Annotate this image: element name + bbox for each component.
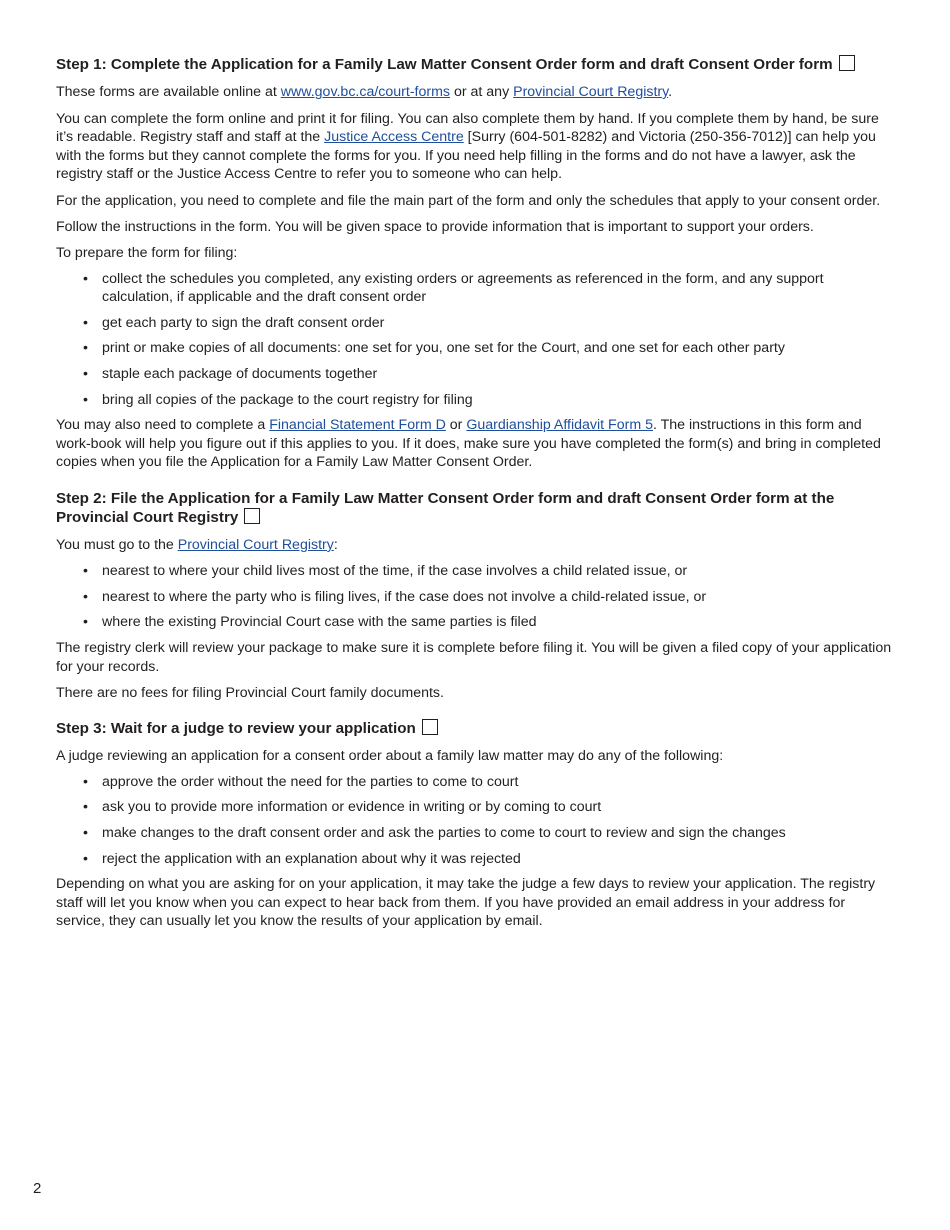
provincial-court-registry-link-2[interactable]: Provincial Court Registry [177, 536, 334, 553]
list-item: • nearest to where the party who is filing lives, if the case does not involve a child-related issue, or [56, 588, 894, 607]
step1-paragraph-complete: You can complete the form online and print it for filing. You can also complete them by hand. If you complete them by hand, be sure it’s readable. Registry staff and staff at the Justice Access Centre [Surry (604-501-8282) and Victoria (250-356-7012)] can help you with the forms but they cannot complete the forms for you. If you need help filling in the forms and do not have a lawyer, ask the registry staff or the Justice Access Centre to refer you to someone who can help. [56, 110, 879, 182]
step2-paragraph-fees: There are no fees for filing Provincial Court family documents. [56, 685, 444, 701]
step3-paragraph-timing: Depending on what you are asking for on your application, it may take the judge a few days to review your application. The registry staff will let you know when you can expect to hear back from them. If you have provided an email address in your address for service, they can usually let you know the results of your application by email. [56, 876, 876, 930]
list-item: • ask you to provide more information or evidence in writing or by coming to court [56, 798, 894, 817]
step3-bullet-list [56, 773, 894, 869]
step2-heading: Step 2: File the Application for a Family Law Matter Consent Order form and draft Consent Order form at the Provincial Court Registry [56, 489, 835, 526]
step1-checkbox[interactable] [839, 55, 855, 71]
step1-paragraph-schedules: For the application, you need to complete and file the main part of the form and only the schedules that apply to your consent order. [56, 192, 881, 209]
step1-heading: Step 1: Complete the Application for a Family Law Matter Consent Order form and draft Consent Order form [56, 55, 894, 74]
step1-bullet-list [56, 270, 894, 410]
provincial-court-registry-link[interactable]: Provincial Court Registry [513, 84, 669, 100]
list-item: • make changes to the draft consent order and ask the parties to come to court to review and sign the changes [56, 824, 894, 843]
financial-statement-link[interactable]: Financial Statement Form D [269, 417, 446, 434]
list-item: • print or make copies of all documents: one set for you, one set for the Court, and one set for each other party [56, 339, 894, 358]
step3-heading: Step 3: Wait for a judge to review your application [56, 719, 894, 738]
page-number: 2 [33, 1180, 42, 1197]
step2-bullet-list [56, 562, 894, 632]
guardianship-affidavit-link[interactable]: Guardianship Affidavit Form 5 [466, 417, 653, 434]
list-item: • collect the schedules you completed, any existing orders or agreements as referenced in the form, and any support calculation, if applicable and the draft consent order [56, 270, 894, 307]
step2-paragraph-registry: You must go to the Provincial Court Registry: [56, 536, 338, 553]
list-item: • approve the order without the need for the parties to come to court [56, 773, 894, 792]
list-item: • bring all copies of the package to the court registry for filing [56, 391, 894, 410]
document-page [56, 0, 894, 931]
justice-access-centre-link[interactable]: Justice Access Centre [324, 129, 464, 145]
step3-checkbox[interactable] [422, 719, 438, 735]
list-item: • reject the application with an explanation about why it was rejected [56, 850, 894, 869]
list-item: • staple each package of documents together [56, 365, 894, 384]
step2-paragraph-review: The registry clerk will review your package to make sure it is complete before filing it. You will be given a filed copy of your application for your records. [56, 640, 892, 675]
step1-paragraph-prepare: To prepare the form for filing: [56, 244, 238, 261]
list-item: • where the existing Provincial Court case with the same parties is filed [56, 613, 894, 632]
step2-checkbox[interactable] [244, 508, 260, 524]
list-item: • get each party to sign the draft consent order [56, 314, 894, 333]
court-forms-link[interactable]: www.gov.bc.ca/court-forms [280, 84, 451, 100]
step1-paragraph-instructions: Follow the instructions in the form. You will be given space to provide information that is important to support your orders. [56, 218, 814, 235]
step1-paragraph-additional-forms: You may also need to complete a Financial Statement Form D or Guardianship Affidavit Form 5. The instructions in this form and work-book will help you figure out if this applies to you. If it does, make sure you have completed the form(s) and bring in completed copies when you file the Application for a Family Law Matter Consent Order. [56, 417, 881, 471]
step3-paragraph-judge: A judge reviewing an application for a consent order about a family law matter may do any of the following: [56, 747, 724, 764]
list-item: • nearest to where your child lives most of the time, if the case involves a child related issue, or [56, 562, 894, 581]
step1-paragraph-availability: These forms are available online at www.gov.bc.ca/court-forms or at any Provincial Court Registry. [56, 84, 673, 100]
